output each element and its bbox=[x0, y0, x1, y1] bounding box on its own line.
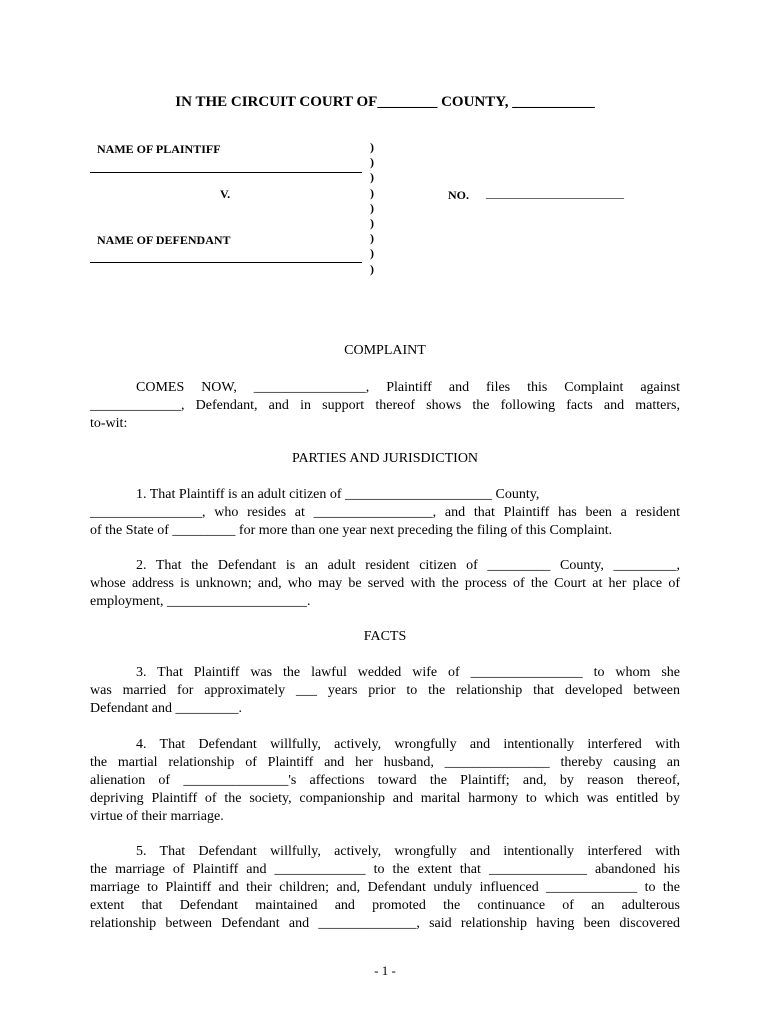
paragraph-line: extent that Defendant maintained and promoted the continuance of an adulterous bbox=[90, 898, 680, 913]
court-title: IN THE CIRCUIT COURT OF________ COUNTY, ___________ bbox=[175, 94, 595, 110]
intro-line: _____________, Defendant, and in support thereof shows the following facts and matters, bbox=[90, 398, 680, 413]
paragraph-line: the marriage of Plaintiff and _____________ to the extent that ______________ abandoned his bbox=[90, 862, 680, 877]
paragraph-2 bbox=[90, 557, 680, 611]
paragraph-line: 3. That Plaintiff was the lawful wedded wife of ________________ to whom she bbox=[136, 665, 680, 680]
paragraph-line: 5. That Defendant willfully, actively, wrongfully and intentionally interfered with bbox=[136, 844, 680, 859]
paragraph-line: 4. That Defendant willfully, actively, wrongfully and intentionally interfered with bbox=[136, 737, 680, 752]
paragraph-line: the martial relationship of Plaintiff and her husband, _______________ thereby causing an bbox=[90, 755, 680, 770]
paragraph-line: employment, ____________________. bbox=[90, 594, 311, 609]
intro-line: COMES NOW, ________________, Plaintiff and files this Complaint against bbox=[136, 380, 680, 395]
paragraph-5 bbox=[90, 843, 680, 933]
paragraph-line: marriage to Plaintiff and their children; and, Defendant unduly influenced _____________ to the bbox=[90, 880, 680, 895]
paragraph-line: alienation of _______________'s affections toward the Plaintiff; and, by reason thereof, bbox=[90, 773, 680, 788]
complaint-heading: COMPLAINT bbox=[344, 343, 426, 358]
paren: ) bbox=[370, 185, 374, 200]
paren: ) bbox=[370, 155, 374, 170]
paren: ) bbox=[370, 140, 374, 154]
case-number-blank: _______________________ bbox=[486, 186, 624, 200]
versus-label: V. bbox=[220, 187, 231, 201]
plaintiff-name-line bbox=[90, 172, 362, 173]
paragraph-line: relationship between Defendant and ______________, said relationship having been discovered bbox=[90, 916, 680, 931]
defendant-label: NAME OF DEFENDANT bbox=[97, 233, 231, 247]
intro-paragraph bbox=[90, 379, 680, 433]
case-number-label: NO. bbox=[448, 188, 469, 202]
paragraph-line: 2. That the Defendant is an adult resident citizen of _________ County, _________, bbox=[136, 558, 680, 573]
paragraph-line: virtue of their marriage. bbox=[90, 809, 224, 824]
caption-parentheses bbox=[370, 140, 382, 277]
paragraph-line: ________________, who resides at _________________, and that Plaintiff has been a resident bbox=[90, 505, 680, 520]
paragraph-line: 1. That Plaintiff is an adult citizen of _____________________ County, bbox=[136, 487, 540, 502]
paren: ) bbox=[370, 261, 374, 276]
paragraph-line: depriving Plaintiff of the society, companionship and marital harmony to which was entitled by bbox=[90, 791, 680, 806]
paren: ) bbox=[370, 246, 374, 261]
paren: ) bbox=[370, 231, 374, 246]
paragraph-line: whose address is unknown; and, who may be served with the process of the Court at her place of bbox=[90, 576, 680, 591]
paren: ) bbox=[370, 215, 374, 230]
paragraph-line: Defendant and _________. bbox=[90, 701, 243, 716]
parties-heading: PARTIES AND JURISDICTION bbox=[291, 451, 479, 466]
facts-heading: FACTS bbox=[363, 629, 407, 644]
defendant-name-line bbox=[90, 262, 362, 263]
paren: ) bbox=[370, 200, 374, 215]
plaintiff-label: NAME OF PLAINTIFF bbox=[97, 142, 221, 156]
intro-line: to-wit: bbox=[90, 416, 128, 431]
page-number: - 1 - bbox=[374, 963, 396, 978]
paragraph-3 bbox=[90, 664, 680, 718]
paren: ) bbox=[370, 170, 374, 185]
paragraph-line: of the State of _________ for more than one year next preceding the filing of this Complaint. bbox=[90, 523, 613, 538]
paragraph-line: was married for approximately ___ years prior to the relationship that developed between bbox=[90, 683, 680, 698]
paragraph-1 bbox=[90, 486, 680, 540]
paragraph-4 bbox=[90, 736, 680, 826]
